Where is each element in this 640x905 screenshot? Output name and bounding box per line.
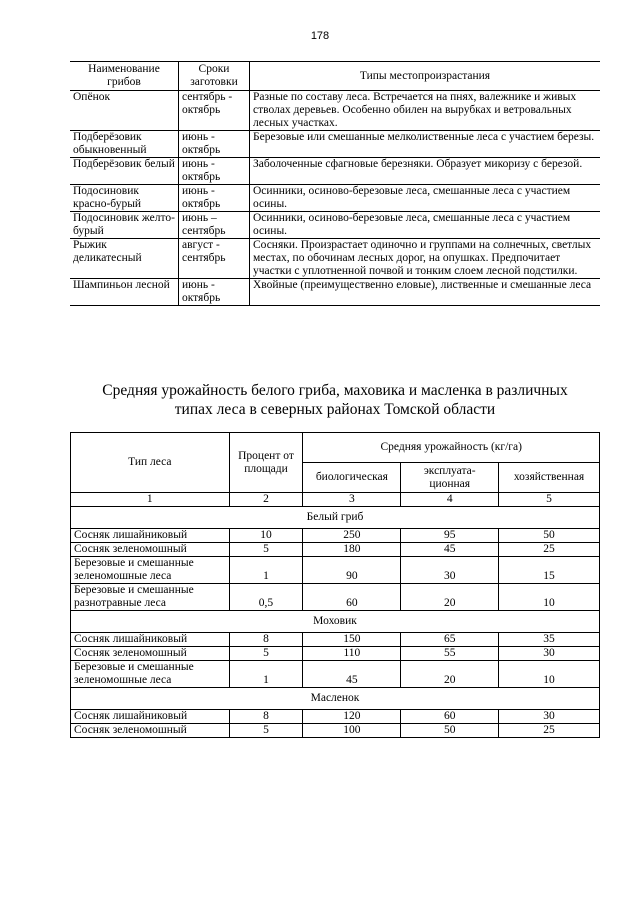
mushroom-name-cell: Подберёзовик обыкновенный [73, 131, 147, 156]
area-percent-cell: 8 [229, 633, 303, 647]
forest-type-cell: Березовые и смешанные разнотравные леса [71, 584, 230, 611]
biological-yield-cell: 90 [303, 557, 401, 584]
biological-yield-cell: 110 [303, 647, 401, 661]
header-economic: хозяйственная [499, 463, 600, 493]
harvest-period-cell: июнь - октябрь [179, 279, 250, 306]
harvest-period-cell: июнь - октябрь [179, 185, 250, 212]
harvest-period-cell: август - сентябрь [179, 239, 250, 279]
column-number: 5 [499, 493, 600, 507]
table-row [71, 557, 600, 584]
harvest-period-cell: июнь - октябрь [179, 131, 250, 158]
mushroom-name-cell: Подосиновик красно-бурый [73, 185, 142, 210]
harvest-period-cell: июнь – сентябрь [179, 212, 250, 239]
table-row [71, 543, 600, 557]
table-row [71, 529, 600, 543]
area-percent-cell: 5 [229, 724, 303, 738]
table-row [70, 131, 600, 158]
economic-yield-cell: 15 [499, 557, 600, 584]
column-number: 3 [303, 493, 401, 507]
table-row [70, 239, 600, 279]
mushroom-yield-table [70, 432, 600, 738]
exploitable-yield-cell: 55 [401, 647, 499, 661]
biological-yield-cell: 120 [303, 710, 401, 724]
section-header-row [71, 688, 600, 710]
area-percent-cell: 10 [229, 529, 303, 543]
biological-yield-cell: 250 [303, 529, 401, 543]
mushroom-name-cell: Рыжик деликатесный [73, 239, 142, 264]
table-row [71, 710, 600, 724]
column-number-row [71, 493, 600, 507]
header-average-yield: Средняя урожайность (кг/га) [303, 433, 600, 463]
table-row [70, 279, 600, 306]
mushroom-name-cell: Шампиньон лесной [73, 279, 170, 291]
yield-table-caption [70, 381, 600, 419]
biological-yield-cell: 180 [303, 543, 401, 557]
habitat-cell: Осинники, осиново-березовые леса, смешанные леса с участием осины. [250, 212, 601, 239]
area-percent-cell: 8 [229, 710, 303, 724]
header-forest-type: Тип леса [71, 433, 230, 493]
habitat-cell: Разные по составу леса. Встречается на пнях, валежнике и живых стволах деревьев. Особенно обилен на вырубках и ветровальных лесных участках. [250, 91, 601, 131]
table-row [70, 212, 600, 239]
economic-yield-cell: 50 [499, 529, 600, 543]
table-row [71, 584, 600, 611]
economic-yield-cell: 10 [499, 661, 600, 688]
forest-type-cell: Березовые и смешанные зеленомошные леса [71, 661, 230, 688]
forest-type-cell: Сосняк зеленомошный [71, 724, 230, 738]
section-title: Моховик [71, 611, 600, 633]
area-percent-cell: 5 [229, 647, 303, 661]
column-number: 2 [229, 493, 303, 507]
biological-yield-cell: 100 [303, 724, 401, 738]
exploitable-yield-cell: 30 [401, 557, 499, 584]
section-header-row [71, 507, 600, 529]
economic-yield-cell: 25 [499, 543, 600, 557]
caption-line-2: типах леса в северных районах Томской области [174, 401, 496, 418]
habitat-cell: Осинники, осиново-березовые леса, смешанные леса с участием осины. [250, 185, 601, 212]
economic-yield-cell: 35 [499, 633, 600, 647]
section-title: Масленок [71, 688, 600, 710]
mushroom-habitat-table [70, 61, 600, 306]
mushroom-name-cell: Подосиновик желто-бурый [73, 212, 175, 237]
biological-yield-cell: 150 [303, 633, 401, 647]
biological-yield-cell: 60 [303, 584, 401, 611]
area-percent-cell: 1 [229, 661, 303, 688]
section-header-row [71, 611, 600, 633]
habitat-cell: Хвойные (преимущественно еловые), лиственные и смешанные леса [250, 279, 601, 306]
column-number: 4 [401, 493, 499, 507]
area-percent-cell: 1 [229, 557, 303, 584]
biological-yield-cell: 45 [303, 661, 401, 688]
economic-yield-cell: 25 [499, 724, 600, 738]
table-row [71, 661, 600, 688]
forest-type-cell: Сосняк зеленомошный [71, 647, 230, 661]
exploitable-yield-cell: 45 [401, 543, 499, 557]
table-header-row [71, 433, 600, 463]
table-row [71, 647, 600, 661]
table-row [70, 158, 600, 185]
harvest-period-cell: сентябрь - октябрь [179, 91, 250, 131]
header-mushroom-name: Наименование грибов [88, 63, 160, 88]
exploitable-yield-cell: 20 [401, 584, 499, 611]
habitat-cell: Березовые или смешанные мелколиственные леса с участием березы. [250, 131, 601, 158]
table-row [70, 185, 600, 212]
mushroom-name-cell: Подберёзовик белый [73, 158, 175, 170]
exploitable-yield-cell: 95 [401, 529, 499, 543]
section-title: Белый гриб [71, 507, 600, 529]
page-number: 178 [310, 30, 330, 42]
header-area-percent: Процент от площади [229, 433, 303, 493]
economic-yield-cell: 30 [499, 710, 600, 724]
habitat-cell: Заболоченные сфагновые березняки. Образует микоризу с березой. [250, 158, 601, 185]
habitat-cell: Сосняки. Произрастает одиночно и группами на солнечных, светлых местах, по обочинам лесных дорог, на опушках. Предпочитает участки с уплотненной почвой и тонким слоем лесной подстилки. [250, 239, 601, 279]
forest-type-cell: Сосняк лишайниковый [71, 633, 230, 647]
header-biological: биологическая [303, 463, 401, 493]
area-percent-cell: 5 [229, 543, 303, 557]
forest-type-cell: Сосняк лишайниковый [71, 710, 230, 724]
header-exploitable: эксплуата- ционная [401, 463, 499, 493]
table-header-row [70, 62, 600, 91]
table-row [71, 724, 600, 738]
column-number: 1 [71, 493, 230, 507]
economic-yield-cell: 10 [499, 584, 600, 611]
forest-type-cell: Сосняк зеленомошный [71, 543, 230, 557]
harvest-period-cell: июнь - октябрь [179, 158, 250, 185]
mushroom-name-cell: Опёнок [73, 91, 111, 103]
exploitable-yield-cell: 65 [401, 633, 499, 647]
table-row [70, 91, 600, 131]
header-harvest-period: Сроки заготовки [179, 62, 250, 91]
caption-line-1: Средняя урожайность белого гриба, маховика и масленка в различных [102, 382, 568, 399]
exploitable-yield-cell: 50 [401, 724, 499, 738]
forest-type-cell: Сосняк лишайниковый [71, 529, 230, 543]
economic-yield-cell: 30 [499, 647, 600, 661]
area-percent-cell: 0,5 [229, 584, 303, 611]
exploitable-yield-cell: 60 [401, 710, 499, 724]
table-row [71, 633, 600, 647]
exploitable-yield-cell: 20 [401, 661, 499, 688]
forest-type-cell: Березовые и смешанные зеленомошные леса [71, 557, 230, 584]
header-habitat-types: Типы местопроизрастания [250, 62, 601, 91]
